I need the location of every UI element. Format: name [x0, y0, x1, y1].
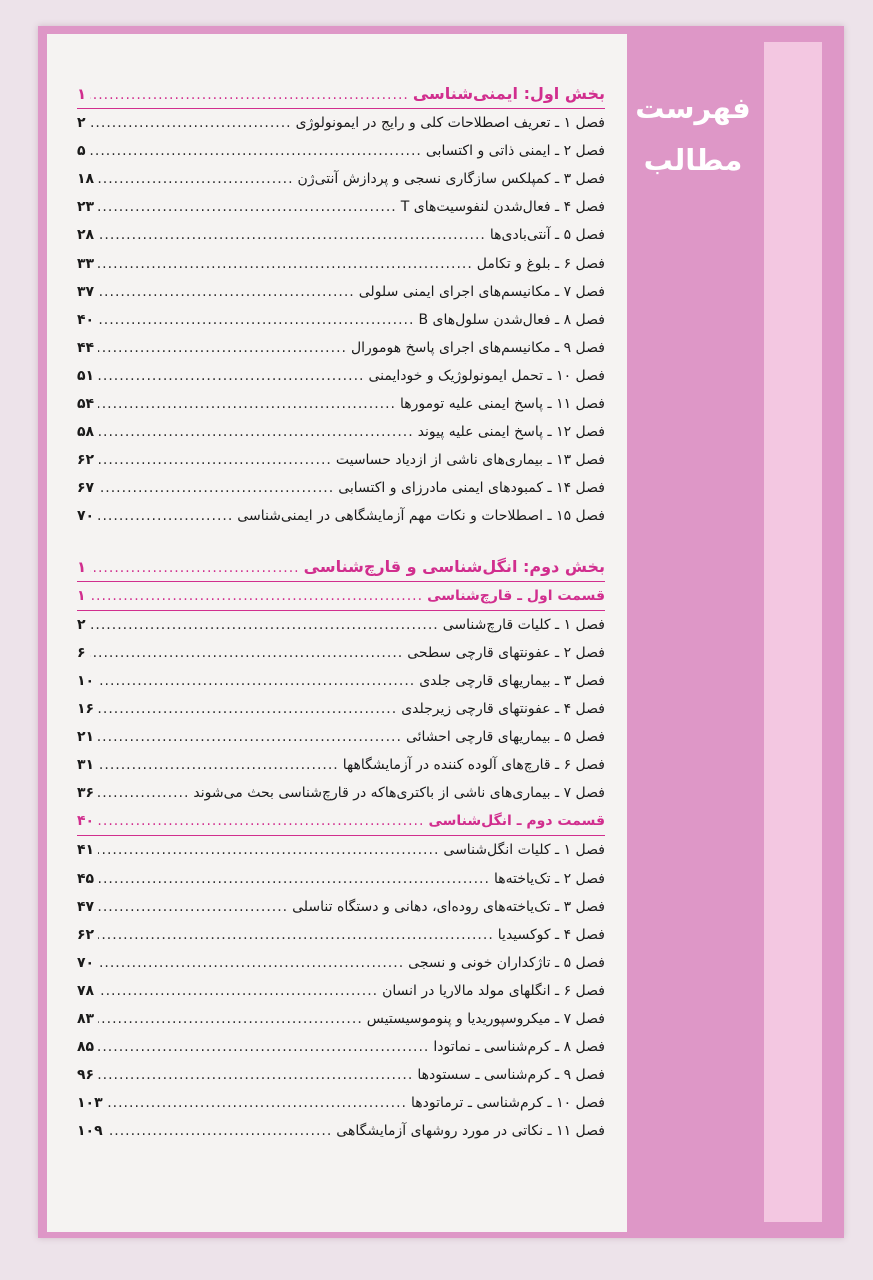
toc-entry — [77, 611, 605, 639]
dot-leader — [98, 1061, 413, 1089]
toc-entry-page-number: ۱۰ — [77, 672, 95, 689]
toc-entry-label: فصل ۹ ـ مکانیسم‌های اجرای پاسخ هومورال — [350, 339, 605, 356]
dot-leader — [98, 446, 332, 474]
dot-leader — [98, 949, 404, 977]
toc-entry — [77, 1117, 605, 1145]
toc-entry — [77, 306, 605, 334]
toc-entry-page-number: ۵۴ — [77, 396, 95, 413]
toc-entry-label: فصل ۱ ـ کلیات قارچ‌شناسی — [442, 616, 605, 633]
toc-entry-page-number: ۴۵ — [77, 870, 95, 887]
toc-entry-label: فصل ۲ ـ ایمنی ذاتی و اکتسابی — [425, 143, 605, 160]
toc-entry-label: فصل ۱ ـ تعریف اصطلاحات کلی و رایج در ایمونولوژی — [295, 115, 605, 132]
toc-entry-label: فصل ۷ ـ میکروسپوریدیا و پنوموسیستیس — [366, 1011, 605, 1027]
toc-entry — [77, 865, 605, 893]
toc-entry-label: فصل ۱۳ ـ بیماری‌های ناشی از ازدیاد حساسیت — [335, 452, 605, 469]
sidebar-title-line1: فهرست — [635, 91, 751, 125]
toc-entry-page-number: ۳۱ — [77, 757, 95, 774]
part-heading — [77, 553, 605, 582]
toc-entry-page-number: ۵۱ — [77, 367, 95, 384]
dot-leader — [90, 611, 439, 639]
toc-entry — [77, 1089, 605, 1117]
dot-leader — [98, 1005, 363, 1033]
toc-entry — [77, 1005, 605, 1033]
dot-leader — [98, 836, 439, 864]
dot-leader — [107, 1117, 333, 1145]
dot-leader — [98, 306, 414, 334]
toc-entry-label: فصل ۶ ـ بلوغ و تکامل — [476, 255, 605, 272]
toc-page — [47, 34, 627, 1232]
toc-entry-page-number: ۶ — [77, 644, 86, 661]
toc-entry — [77, 278, 605, 306]
dot-leader — [98, 921, 494, 949]
toc-entry — [77, 893, 605, 921]
toc-entry — [77, 949, 605, 977]
dot-leader — [98, 751, 339, 779]
part-heading-label: بخش دوم: انگل‌شناسی و قارچ‌شناسی — [303, 556, 605, 576]
toc-entry — [77, 362, 605, 390]
dot-leader — [98, 1033, 429, 1061]
toc-entry-label: فصل ۴ ـ کوکسیدیا — [497, 926, 605, 943]
dot-leader — [98, 193, 397, 221]
dot-leader — [98, 502, 233, 530]
sidebar-strip — [764, 42, 822, 1222]
dot-leader — [98, 221, 486, 249]
dot-leader — [98, 390, 396, 418]
dot-leader — [90, 582, 424, 610]
toc-entry — [77, 165, 605, 193]
dot-leader — [98, 418, 414, 446]
toc-entry-page-number: ۶۷ — [77, 480, 95, 497]
section-heading — [77, 807, 605, 836]
toc-entry — [77, 502, 605, 530]
toc-entry-page-number: ۸۳ — [77, 1011, 95, 1027]
part-heading-page-number: ۱ — [77, 557, 87, 576]
section-heading-label: قسمت دوم ـ انگل‌شناسی — [428, 813, 605, 830]
toc-entry-page-number: ۳۷ — [77, 283, 95, 300]
toc-entry-page-number: ۲ — [77, 115, 86, 132]
toc-entry-page-number: ۱۰۹ — [77, 1123, 103, 1140]
toc-list — [77, 80, 605, 1145]
dot-leader — [90, 137, 422, 165]
toc-entry-page-number: ۷۸ — [77, 982, 95, 999]
toc-entry — [77, 695, 605, 723]
dot-leader — [98, 362, 364, 390]
dot-leader — [98, 695, 397, 723]
toc-entry — [77, 390, 605, 418]
sidebar-title-line2: مطالب — [643, 143, 743, 177]
dot-leader — [107, 1089, 407, 1117]
toc-entry-label: فصل ۷ ـ مکانیسم‌های اجرای ایمنی سلولی — [358, 283, 605, 300]
section-heading — [77, 582, 605, 611]
toc-entry-label: فصل ۱۱ ـ نکاتی در مورد روشهای آزمایشگاهی — [336, 1123, 605, 1140]
toc-entry — [77, 1033, 605, 1061]
toc-entry-page-number: ۱۸ — [77, 171, 95, 188]
toc-entry-label: فصل ۱ ـ کلیات انگل‌شناسی — [443, 842, 605, 859]
section-heading-page-number: ۱ — [77, 587, 86, 604]
toc-entry-label: فصل ۱۰ ـ کرم‌شناسی ـ ترماتودها — [410, 1095, 605, 1112]
toc-entry-label: فصل ۶ ـ قارچ‌های آلوده کننده در آزمایشگاهها — [342, 757, 605, 774]
toc-entry-label: فصل ۵ ـ بیماریهای قارچی احشائی — [405, 729, 605, 746]
toc-entry-label: فصل ۱۵ ـ اصطلاحات و نکات مهم آزمایشگاهی در ایمنی‌شناسی — [237, 508, 605, 525]
toc-entry-label: فصل ۱۱ ـ پاسخ ایمنی علیه تومورها — [400, 396, 605, 413]
dot-leader — [98, 165, 293, 193]
toc-entry — [77, 836, 605, 864]
dot-leader — [98, 278, 355, 306]
toc-entry — [77, 221, 605, 249]
toc-entry — [77, 921, 605, 949]
dot-leader — [90, 109, 292, 137]
dot-leader — [98, 779, 189, 807]
toc-entry-label: فصل ۵ ـ تاژکداران خونی و نسجی — [408, 954, 605, 971]
toc-entry — [77, 250, 605, 278]
dot-leader — [98, 667, 415, 695]
toc-entry-label: فصل ۸ ـ فعال‌شدن سلول‌های B — [418, 311, 605, 328]
toc-entry-label: فصل ۲ ـ تک‌یاخته‌ها — [493, 870, 605, 887]
dot-leader — [98, 865, 490, 893]
toc-entry-page-number: ۴۰ — [77, 311, 95, 328]
toc-entry-label: فصل ۵ ـ آنتی‌بادی‌ها — [489, 227, 605, 244]
dot-leader — [98, 723, 402, 751]
toc-entry-label: فصل ۳ ـ تک‌یاخته‌های روده‌ای، دهانی و دستگاه تناسلی — [292, 898, 605, 915]
dot-leader — [90, 81, 409, 109]
dot-leader — [98, 977, 378, 1005]
part-heading-page-number: ۱ — [77, 85, 87, 103]
dot-leader — [90, 554, 299, 582]
toc-entry-page-number: ۷۰ — [77, 954, 95, 971]
section-heading-label: قسمت اول ـ قارچ‌شناسی — [427, 587, 605, 604]
toc-entry-page-number: ۲۸ — [77, 227, 95, 244]
toc-entry-page-number: ۳۳ — [77, 255, 95, 272]
toc-entry-page-number: ۲ — [77, 616, 86, 633]
sidebar-title — [628, 82, 758, 186]
toc-entry-label: فصل ۶ ـ انگلهای مولد مالاریا در انسان — [382, 982, 605, 999]
toc-entry — [77, 639, 605, 667]
dot-leader — [98, 474, 334, 502]
toc-entry — [77, 779, 605, 807]
toc-entry-page-number: ۲۱ — [77, 729, 95, 746]
toc-entry — [77, 723, 605, 751]
toc-entry-label: فصل ۱۲ ـ پاسخ ایمنی علیه پیوند — [417, 424, 605, 441]
toc-entry-page-number: ۴۴ — [77, 339, 95, 356]
toc-entry — [77, 474, 605, 502]
toc-entry-page-number: ۱۰۳ — [77, 1095, 103, 1112]
toc-entry-page-number: ۵ — [77, 143, 86, 160]
dot-leader — [90, 639, 404, 667]
toc-entry-label: فصل ۹ ـ کرم‌شناسی ـ سستودها — [417, 1067, 605, 1084]
toc-entry-page-number: ۵۸ — [77, 424, 95, 441]
toc-entry-page-number: ۹۶ — [77, 1067, 95, 1084]
toc-entry-page-number: ۶۲ — [77, 926, 95, 943]
toc-entry — [77, 193, 605, 221]
toc-entry — [77, 751, 605, 779]
section-heading-page-number: ۴۰ — [77, 813, 95, 830]
toc-entry-page-number: ۶۲ — [77, 452, 95, 469]
toc-entry-page-number: ۴۱ — [77, 842, 95, 859]
dot-leader — [98, 250, 473, 278]
toc-entry-page-number: ۲۳ — [77, 199, 95, 216]
toc-entry — [77, 109, 605, 137]
part-spacer — [77, 531, 605, 553]
toc-entry — [77, 418, 605, 446]
toc-entry-label: فصل ۳ ـ بیماریهای قارچی جلدی — [419, 672, 605, 689]
toc-entry-page-number: ۴۷ — [77, 898, 95, 915]
toc-entry-label: فصل ۸ ـ کرم‌شناسی ـ نماتودا — [433, 1039, 605, 1056]
part-heading-label: بخش اول: ایمنی‌شناسی — [412, 84, 605, 103]
toc-entry-label: فصل ۱۰ ـ تحمل ایمونولوژیک و خودایمنی — [368, 367, 605, 384]
toc-entry-page-number: ۸۵ — [77, 1039, 95, 1056]
toc-entry-label: فصل ۴ ـ فعال‌شدن لنفوسیت‌های T — [400, 199, 605, 216]
toc-entry — [77, 137, 605, 165]
dot-leader — [98, 334, 347, 362]
toc-entry-page-number: ۳۶ — [77, 785, 95, 802]
toc-entry — [77, 334, 605, 362]
toc-entry — [77, 667, 605, 695]
toc-entry-label: فصل ۴ ـ عفونتهای قارچی زیرجلدی — [401, 700, 605, 717]
toc-entry — [77, 1061, 605, 1089]
dot-leader — [98, 893, 288, 921]
toc-entry-page-number: ۷۰ — [77, 508, 95, 525]
toc-entry-page-number: ۱۶ — [77, 700, 95, 717]
toc-entry — [77, 977, 605, 1005]
part-heading — [77, 80, 605, 109]
toc-entry-label: فصل ۷ ـ بیماری‌های ناشی از باکتری‌هاکه در قارچ‌شناسی بحث می‌شوند — [193, 785, 605, 802]
toc-entry-label: فصل ۱۴ ـ کمبودهای ایمنی مادرزای و اکتسابی — [338, 480, 605, 497]
dot-leader — [98, 807, 424, 835]
toc-entry-label: فصل ۲ ـ عفونتهای قارچی سطحی — [407, 644, 605, 661]
toc-entry — [77, 446, 605, 474]
toc-entry-label: فصل ۳ ـ کمپلکس سازگاری نسجی و پردازش آنتی‌ژن — [297, 171, 605, 188]
